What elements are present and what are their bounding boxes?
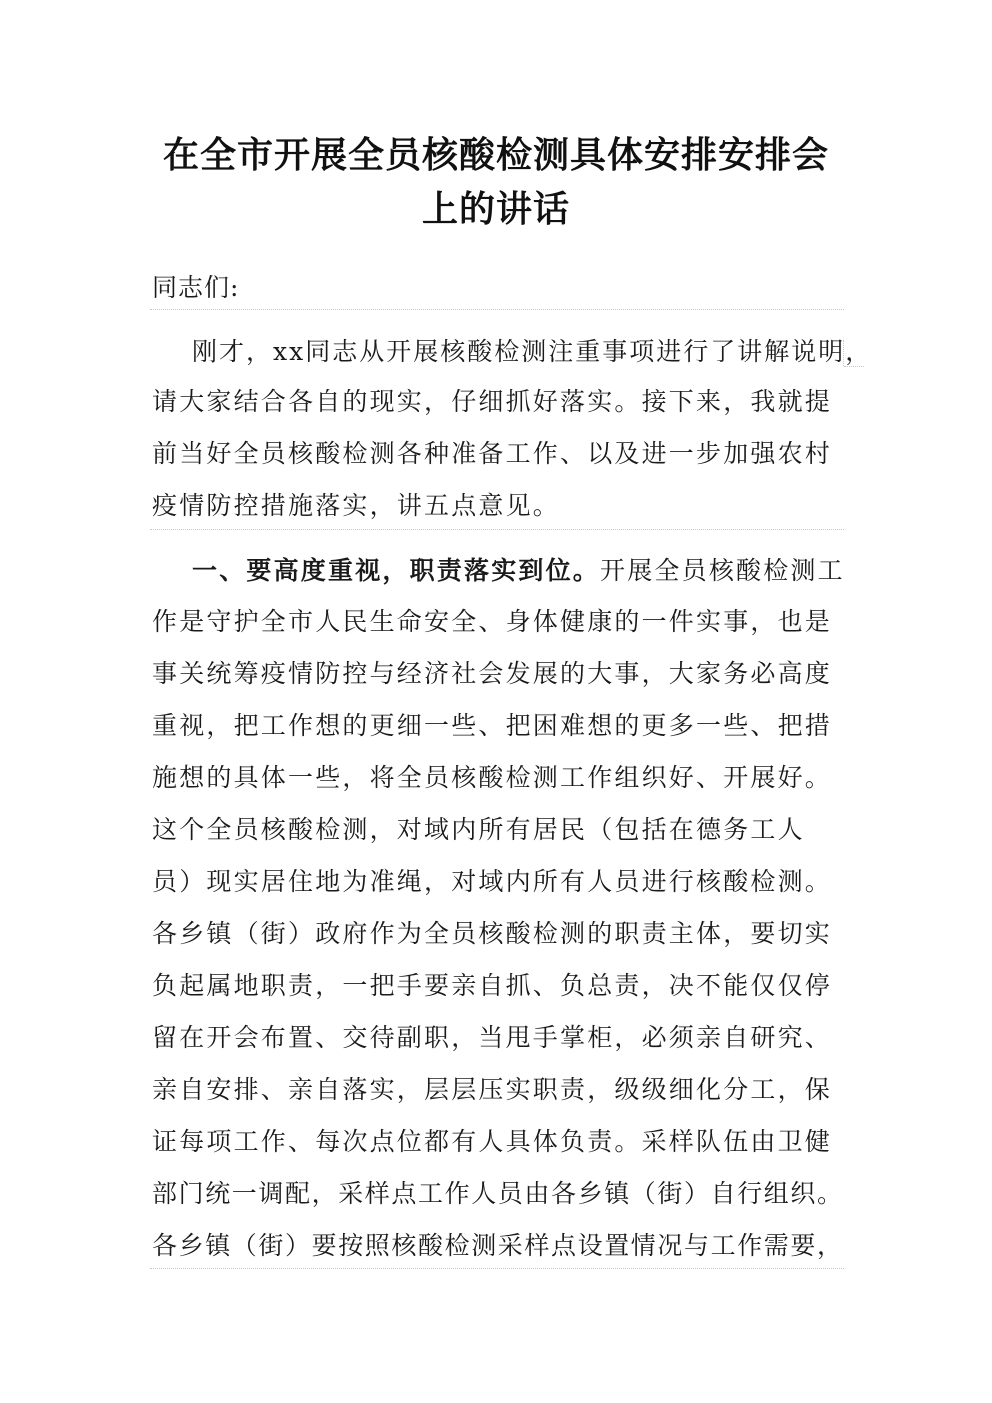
section1-line-3: 重视，把工作想的更细一些、把困难想的更多一些、把措: [152, 711, 833, 740]
salutation: 同志们:: [152, 273, 240, 302]
section1-line-6: 员）现实居住地为准绳，对域内所有人员进行核酸检测。: [152, 867, 833, 896]
section1-line-12: 部门统一调配，采样点工作人员由各乡镇（街）自行组织。: [152, 1179, 844, 1208]
section1-first-rest: 开展全员核酸检测工: [600, 556, 845, 585]
section1-line-10: 亲自安排、亲自落实，层层压实职责，级级细化分工，保: [152, 1075, 833, 1104]
divider: [150, 1268, 844, 1269]
divider: [150, 529, 844, 530]
divider: [843, 340, 844, 366]
section1-line-11: 证每项工作、每次点位都有人具体负责。采样队伍由卫健: [152, 1127, 833, 1156]
section1-line-1: 作是守护全市人民生命安全、身体健康的一件实事，也是: [152, 607, 833, 636]
intro-line-2: 请大家结合各自的现实，仔细抓好落实。接下来，我就提: [152, 387, 833, 416]
section1-line-13: 各乡镇（街）要按照核酸检测采样点设置情况与工作需要，: [152, 1231, 844, 1260]
section1-line-4: 施想的具体一些，将全员核酸检测工作组织好、开展好。: [152, 763, 833, 792]
intro-line-4: 疫情防控措施落实，讲五点意见。: [152, 491, 561, 520]
divider: [844, 366, 864, 367]
document-title: [120, 128, 872, 236]
intro-line-1: 刚才，xx同志从开展核酸检测注重事项进行了讲解说明，: [192, 337, 873, 366]
title-line-1: 在全市开展全员核酸检测具体安排安排会: [162, 134, 829, 176]
section1-heading: 一、要高度重视，职责落实到位。: [192, 556, 601, 585]
section1-line-8: 负起属地职责，一把手要亲自抓、负总责，决不能仅仅停: [152, 971, 833, 1000]
section1-line-9: 留在开会布置、交待副职，当甩手掌柜，必须亲自研究、: [152, 1023, 833, 1052]
title-line-2: 上的讲话: [421, 188, 570, 230]
section1-line-7: 各乡镇（街）政府作为全员核酸检测的职责主体，要切实: [152, 919, 833, 948]
section1-line-2: 事关统筹疫情防控与经济社会发展的大事，大家务必高度: [152, 659, 833, 688]
divider: [150, 309, 844, 310]
section1-first-line: [192, 551, 845, 591]
intro-line-3: 前当好全员核酸检测各种准备工作、以及进一步加强农村: [152, 439, 833, 468]
section1-line-5: 这个全员核酸检测，对域内所有居民（包括在德务工人: [152, 815, 805, 844]
